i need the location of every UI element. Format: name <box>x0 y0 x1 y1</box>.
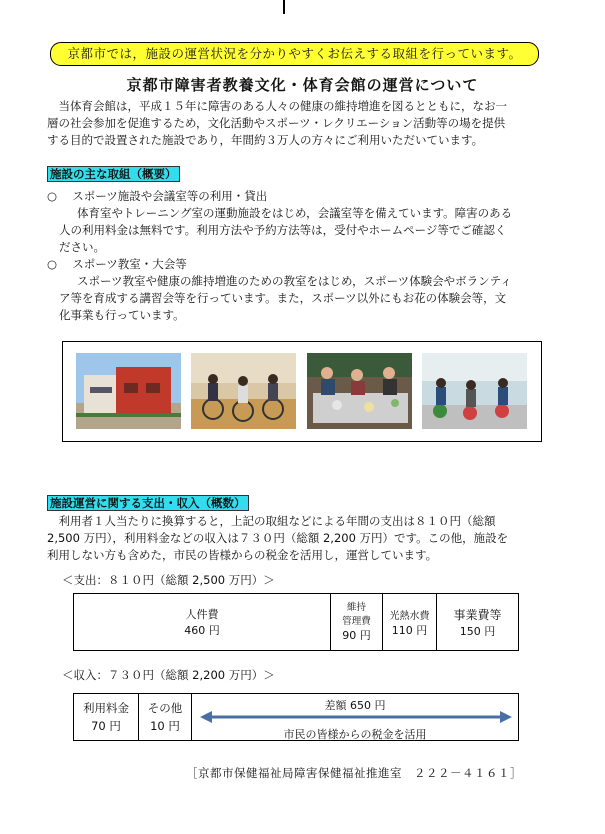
income-gap-cell <box>192 694 519 741</box>
section-heading-activities <box>47 163 180 182</box>
building-photo <box>76 353 181 429</box>
item-line: ださい。 <box>59 240 105 254</box>
gap-label: 差額 650 円 <box>324 699 386 712</box>
item-line: 化事業も行っています。 <box>59 308 185 322</box>
list-item <box>47 188 567 256</box>
wheelchair-sports-photo <box>191 353 296 429</box>
expense-cell-maintenance: 維持 管理費 90 円 <box>331 594 383 651</box>
income-cell-other: その他 10 円 <box>139 694 192 741</box>
expense-table <box>73 593 519 651</box>
expense-cell-personnel: 人件費 460 円 <box>74 594 331 651</box>
expense-cell-program: 事業費等 150 円 <box>437 594 519 651</box>
bullet-icon: ○ <box>47 257 58 271</box>
flower-workshop-photo <box>307 353 412 429</box>
item-title: スポーツ教室・大会等 <box>72 257 187 271</box>
income-table <box>73 693 519 741</box>
page-title: 京都市障害者教養文化・体育会館の運営について <box>126 76 479 94</box>
contact-footer: ［京都市保健福祉局障害保健福祉推進室 ２２２－４１６１］ <box>186 766 522 780</box>
intro-line: する目的で設置された施設であり，年間約３万人の方々にご利用いただいています。 <box>47 133 484 147</box>
item-line: 人の利用料金は無料です。利用方法や予約方法等は，受付やホームページ等でご確認く <box>59 223 507 237</box>
income-cell-fees: 利用料金 70 円 <box>74 694 139 741</box>
section-heading-label: 施設運営に関する支出・収入（概数） <box>47 495 249 511</box>
intro-paragraph <box>47 98 567 149</box>
section-heading-finance <box>47 492 249 511</box>
intro-line: 層の社会参加を促進するため，文化活動やスポーツ・レクリエーション活動等の場を提供 <box>47 116 506 130</box>
notice-banner: 京都市では，施設の運営状況を分かりやすくお伝えする取組を行っています。 <box>50 42 539 66</box>
list-item <box>47 256 567 324</box>
item-line: スポーツ教室や健康の維持増進のための教室をはじめ，スポーツ体験会やボランティ <box>77 274 512 288</box>
gap-note: 市民の皆様からの税金を活用 <box>283 728 427 741</box>
activities-list <box>47 188 567 324</box>
finance-paragraph <box>47 513 572 564</box>
photo-strip <box>62 341 542 442</box>
expense-label: ＜支出：８１０円（総額 2,500 万円）＞ <box>62 573 275 587</box>
finance-line: 利用者１人当たりに換算すると，上記の取組などによる年間の支出は８１０円（総額 <box>47 514 496 528</box>
income-label: ＜収入：７３０円（総額 2,200 万円）＞ <box>62 668 275 682</box>
exercise-class-photo <box>422 353 527 429</box>
item-title: スポーツ施設や会議室等の利用・貸出 <box>72 189 268 203</box>
top-edge-mark <box>283 0 285 14</box>
bullet-icon: ○ <box>47 189 58 203</box>
section-heading-label: 施設の主な取組（概要） <box>47 166 180 182</box>
item-line: 体育室やトレーニング室の運動施設をはじめ，会議室等を備えています。障害のある <box>77 206 513 220</box>
item-line: ア等を育成する講習会等を行っています。また，スポーツ以外にもお花の体験会等，文 <box>59 291 507 305</box>
finance-line: 利用しない方も含めた，市民の皆様からの税金を活用し，運営しています。 <box>47 548 438 562</box>
expense-cell-utilities: 光熱水費 110 円 <box>383 594 437 651</box>
double-arrow-icon <box>200 710 512 724</box>
finance-line: 2,500 万円），利用料金などの収入は７３０円（総額 2,200 万円）です。この他，施設を <box>47 531 509 545</box>
intro-line: 当体育会館は，平成１５年に障害のある人々の健康の維持増進を図るとともに，なお一 <box>47 99 507 113</box>
